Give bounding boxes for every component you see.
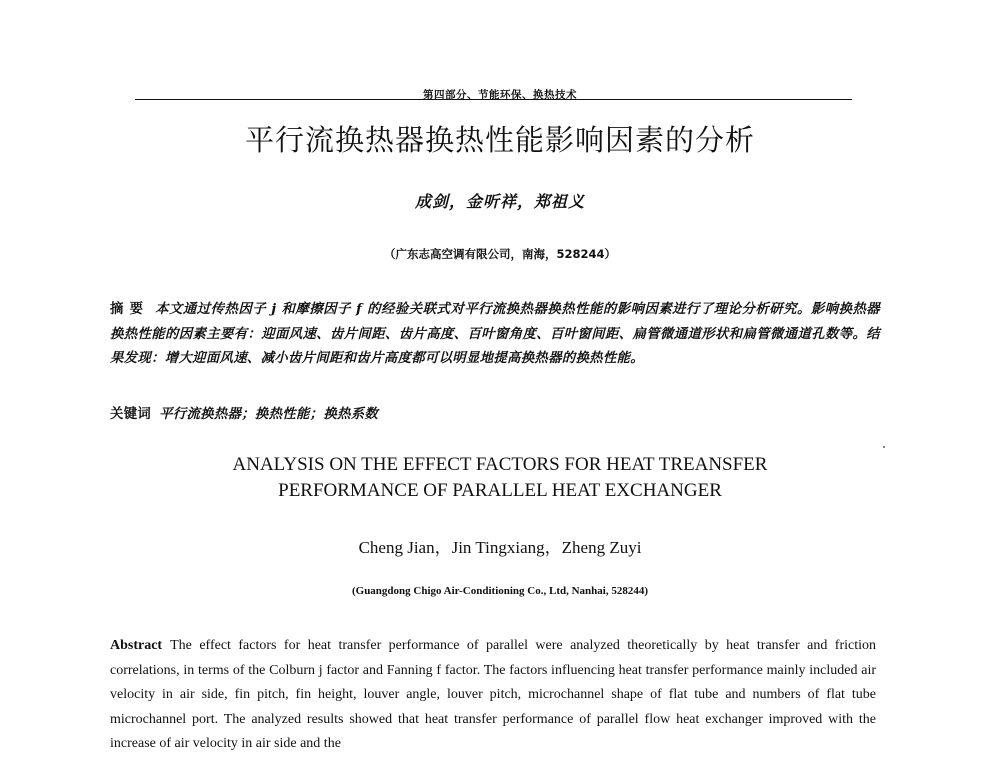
affiliation-english: (Guangdong Chigo Air-Conditioning Co., Ltd, Nanhai, 528244) xyxy=(351,585,649,597)
paper-title-english-line-1: ANALYSIS ON THE EFFECT FACTORS FOR HEAT TREANSFER xyxy=(232,454,768,475)
abstract-chinese-text: 本文通过传热因子 j 和摩擦因子 f 的经验关联式对平行流换热器换热性能的影响因素进行了理论分析研究。影响换热器换热性能的因素主要有：迎面风速、齿片间距、齿片高度、百叶窗角度、百叶窗间距、扁管微通道形状和扁管微通道孔数等。结果发现：增大迎面风速、减小齿片间距和齿片高度都可以明显地提高换热器的换热性能。 xyxy=(110,301,880,366)
abstract-english xyxy=(110,634,876,757)
authors-chinese: 成剑，金听祥，郑祖义 xyxy=(414,192,585,211)
paper-title-chinese: 平行流换热器换热性能影响因素的分析 xyxy=(244,123,755,157)
stray-mark xyxy=(883,446,885,448)
running-header: 第四部分、节能环保、换热技术 xyxy=(423,89,577,101)
paper-title-english xyxy=(0,452,1000,504)
keywords-chinese-label: 关键词 xyxy=(110,407,152,422)
paper-title-english-line-2: PERFORMANCE OF PARALLEL HEAT EXCHANGER xyxy=(278,480,722,501)
abstract-chinese xyxy=(110,297,880,370)
abstract-chinese-label: 摘要 xyxy=(110,302,150,317)
abstract-english-text: The effect factors for heat transfer performance of parallel were analyzed theoretically by heat transfer and friction correlations, in terms of the Colburn j factor and Fanning f factor. The factors influencing heat transfer performance mainly included air velocity in air side, fin pitch, fin height, louver angle, louver pitch, microchannel shape of flat tube and numbers of flat tube microchannel port. The analyzed results showed that heat transfer performance of parallel flow heat exchanger improved with the increase of air velocity in air side and the xyxy=(110,638,876,751)
abstract-english-label: Abstract xyxy=(110,638,163,653)
header-rule xyxy=(135,99,852,100)
affiliation-chinese: （广东志高空调有限公司，南海，528244） xyxy=(383,247,616,261)
authors-english: Cheng Jian，Jin Tingxiang，Zheng Zuyi xyxy=(358,538,642,557)
keywords-chinese xyxy=(110,403,880,422)
keywords-chinese-text: 平行流换热器；换热性能；换热系数 xyxy=(159,406,379,422)
